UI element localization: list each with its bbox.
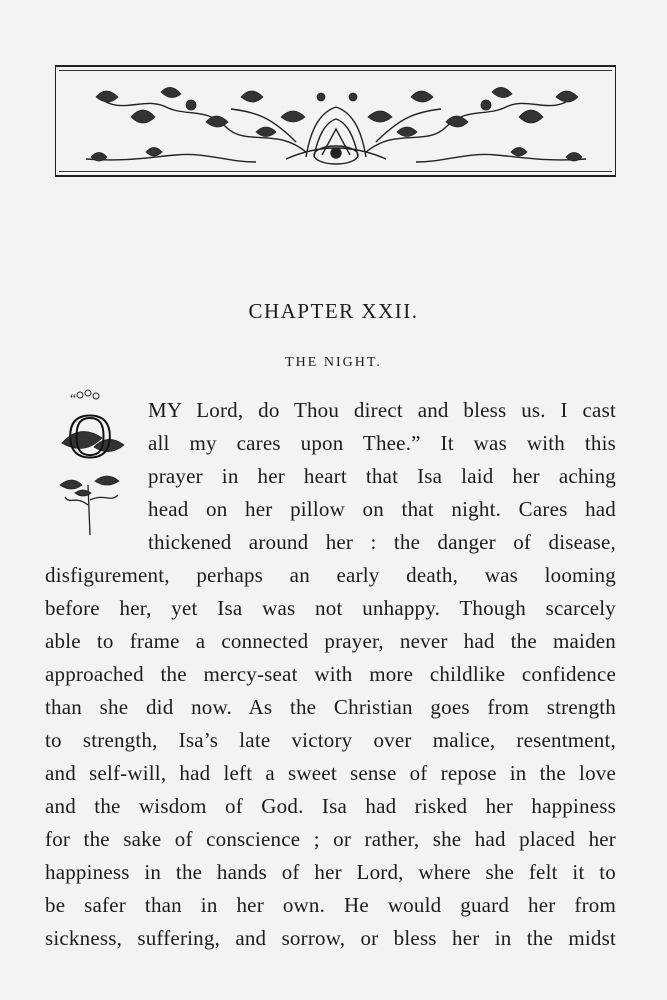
text-line: for the sake of conscience ; or rather, she had placed her bbox=[45, 827, 616, 851]
initial-letter: O bbox=[67, 403, 113, 471]
text-line: and the wisdom of God. Isa had risked her happiness bbox=[45, 794, 616, 818]
text-line: to strength, Isa’s late victory over malice, resentment, bbox=[45, 728, 616, 752]
text-line: before her, yet Isa was not unhappy. Though scarcely bbox=[45, 596, 616, 620]
text-line: and self-will, had left a sweet sense of repose in the love bbox=[45, 761, 616, 785]
text-line: sickness, suffering, and sorrow, or bless her in the midst bbox=[45, 926, 616, 950]
text-line: be safer than in her own. He would guard her from bbox=[45, 893, 616, 917]
text-line: approached the mercy-seat with more childlike confidence bbox=[45, 662, 616, 686]
text-line: prayer in her heart that Isa laid her aching bbox=[148, 464, 616, 488]
text-line: than she did now. As the Christian goes from strength bbox=[45, 695, 616, 719]
floral-ornament-icon bbox=[55, 65, 616, 177]
text-line: able to frame a connected prayer, never had the maiden bbox=[45, 629, 616, 653]
text-line: disfigurement, perhaps an early death, was looming bbox=[45, 563, 616, 587]
text-line: happiness in the hands of her Lord, where she felt it to bbox=[45, 860, 616, 884]
text-line: MY Lord, do Thou direct and bless us. I cast bbox=[148, 398, 616, 422]
text-line: head on her pillow on that night. Cares had bbox=[148, 497, 616, 521]
opening-quote: “ bbox=[70, 392, 77, 407]
chapter-subtitle: THE NIGHT. bbox=[285, 355, 382, 370]
text-line: thickened around her : the danger of disease, bbox=[148, 530, 616, 554]
ornament-art bbox=[56, 67, 617, 179]
floral-initial-icon bbox=[50, 385, 130, 543]
text-line: all my cares upon Thee.” It was with this bbox=[148, 431, 616, 455]
chapter-title: CHAPTER XXII. bbox=[248, 299, 419, 323]
